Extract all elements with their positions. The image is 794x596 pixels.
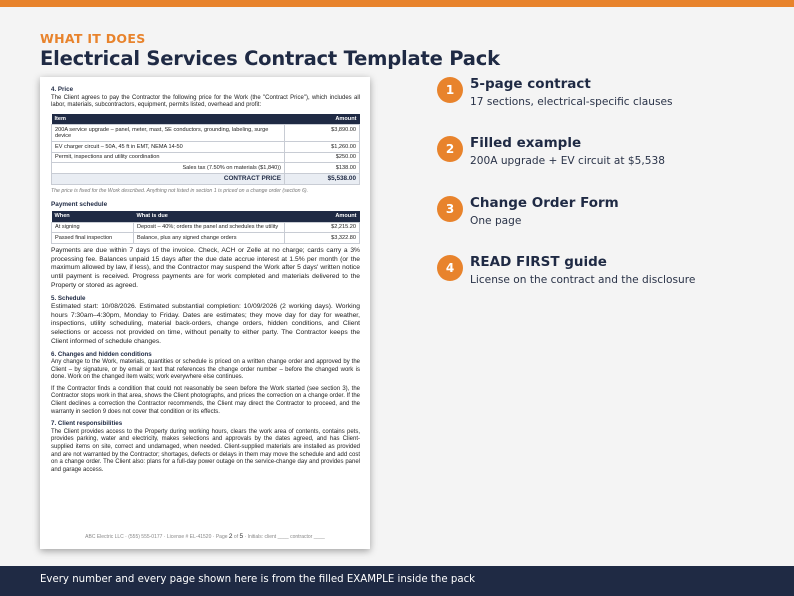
feature-number-badge: 3 (437, 196, 463, 222)
line-amount: $250.00 (285, 152, 360, 163)
footer-phone: (555) 555-0177 (128, 534, 163, 540)
footer-company: ABC Electric LLC (85, 534, 124, 540)
footer-page-number: 2 (228, 533, 233, 540)
table-row (52, 152, 360, 163)
price-table-header-amount: Amount (285, 114, 360, 125)
line-item: Permit, inspections and utility coordination (52, 152, 285, 163)
tax-amount: $138.00 (285, 163, 360, 174)
feature-description: One page (470, 215, 522, 227)
price-intro: The Client agrees to pay the Contractor the following price for the Work (the "Contract Price"), which includes all labor, materials, subcontractors, equipment, permits listed, overhead and profit: (51, 94, 360, 109)
payment-what: Balance, plus any signed change orders (134, 233, 285, 244)
footer-banner-text: Every number and every page shown here is from the filled EXAMPLE inside the pack (40, 574, 476, 585)
payment-header-what: What is due (134, 211, 285, 222)
changes-text: Any change to the Work, materials, quantities or schedule is priced on a written change order and approved by the Client – by signature, or by email or text that references the change order number – before the changed work is done. Work on the changed item waits; work everywhere else continues. (51, 359, 360, 381)
price-table (51, 114, 360, 185)
top-accent-bar (0, 0, 794, 7)
changes-heading: 6. Changes and hidden conditions (51, 350, 152, 358)
table-row (52, 233, 360, 244)
payment-what: Deposit – 40%; orders the panel and schedules the utility (134, 222, 285, 233)
payment-header-when: When (52, 211, 134, 222)
client-text: The Client provides access to the Property during working hours, clears the work area of contents, contains pets, provides parking, water and electricity, makes selections and approvals by the dates agreed, and has Client-supplied items on site, correct and undamaged, when needed. Client-supplied materials are installed as provided and are not warranted by the Contractor; shortages, defects or delays in them may move the schedule and add cost on a change order. The Client also: plans for a full-day power outage on the service-change day and provides panel and garage access. (51, 428, 360, 473)
feature-item (437, 77, 777, 117)
table-row (52, 222, 360, 233)
schedule-heading: 5. Schedule (51, 294, 86, 302)
payment-header-amount: Amount (285, 211, 360, 222)
price-table-header-item: Item (52, 114, 285, 125)
total-label: CONTRACT PRICE (52, 173, 285, 184)
contract-page-preview (40, 77, 370, 549)
feature-title: Filled example (470, 135, 582, 151)
tax-row (52, 163, 360, 174)
footer-initials: Initials: client ____ contractor ____ (247, 534, 325, 540)
feature-description: 200A upgrade + EV circuit at $5,538 (470, 155, 665, 167)
line-amount: $3,890.00 (285, 125, 360, 142)
feature-title: Change Order Form (470, 195, 619, 211)
payment-heading: Payment schedule (51, 200, 108, 208)
feature-description: 17 sections, electrical-specific clauses (470, 96, 673, 108)
page-title: Electrical Services Contract Template Pack (40, 47, 500, 70)
changes-text: If the Contractor finds a condition that could not reasonably be seen before the Work started (see section 3), the Contractor stops work in that area, shows the Client photographs, and prices the correction on a change order. If the Client declines a correction the Contractor recommends, the Client may direct the Contractor to proceed, and the warranty in section 9 does not cover that condition or its effects. (51, 385, 360, 415)
line-amount: $1,260.00 (285, 142, 360, 153)
footer-license: License # EL-41520 (166, 534, 212, 540)
feature-number-badge: 1 (437, 77, 463, 103)
feature-number-badge: 4 (437, 255, 463, 281)
feature-number-badge: 2 (437, 136, 463, 162)
footer-page-of: of (233, 534, 239, 540)
feature-title: READ FIRST guide (470, 254, 607, 270)
schedule-text: Estimated start: 10/08/2026. Estimated substantial completion: 10/09/2026 (2 working days). Working hours 7:30am–4:30pm, Monday to Friday. Dates are estimates; they move day for day for weather, inspections, utility scheduling, material back-orders, change orders, hidden conditions, and Client selections or access not provided on time, without penalty to either party. The Contractor keeps the Client informed of schedule changes. (51, 303, 360, 345)
price-heading: 4. Price (51, 86, 74, 93)
table-row (52, 142, 360, 153)
total-row (52, 173, 360, 184)
payment-table (51, 211, 360, 244)
price-note: The price is fixed for the Work described. Anything not listed in section 1 is priced on a change order (section 6). (51, 187, 309, 194)
document-footer: ABC Electric LLC · (555) 555-0177 · License # EL-41520 · Page 2 of 5 · Initials: client ____ contractor ____ (85, 533, 325, 540)
tax-label: Sales tax (7.50% on materials ($1,840)) (52, 163, 285, 174)
eyebrow-label: WHAT IT DOES (40, 31, 146, 46)
table-row (52, 125, 360, 142)
payment-text: Payments are due within 7 days of the invoice. Check, ACH or Zelle at no charge; cards carry a 3% processing fee. Balances unpaid 15 days after the due date accrue interest at 1.5% per month (or the maximum allowed by law, if less), and the Contractor may suspend the Work after 5 days' written notice until payment is received. Progress payments are for work completed and materials delivered to the Property or stored as agreed. (51, 247, 360, 289)
footer-page-prefix: Page (215, 534, 228, 540)
feature-item (437, 136, 777, 176)
feature-item (437, 196, 777, 236)
footer-banner (0, 566, 794, 596)
payment-when: Passed final inspection (52, 233, 134, 244)
footer-page-total: 5 (239, 533, 244, 540)
total-amount: $5,538.00 (285, 173, 360, 184)
feature-item (437, 255, 777, 295)
client-heading: 7. Client responsibilities (51, 420, 123, 428)
line-item: EV charger circuit – 50A, 45 ft in EMT, NEMA 14-50 (52, 142, 285, 153)
line-item: 200A service upgrade – panel, meter, mast, SE conductors, grounding, labeling, surge device (52, 125, 285, 142)
payment-when: At signing (52, 222, 134, 233)
payment-amount: $2,215.20 (285, 222, 360, 233)
feature-description: License on the contract and the disclosure (470, 274, 696, 286)
payment-amount: $3,322.80 (285, 233, 360, 244)
feature-title: 5-page contract (470, 76, 591, 92)
